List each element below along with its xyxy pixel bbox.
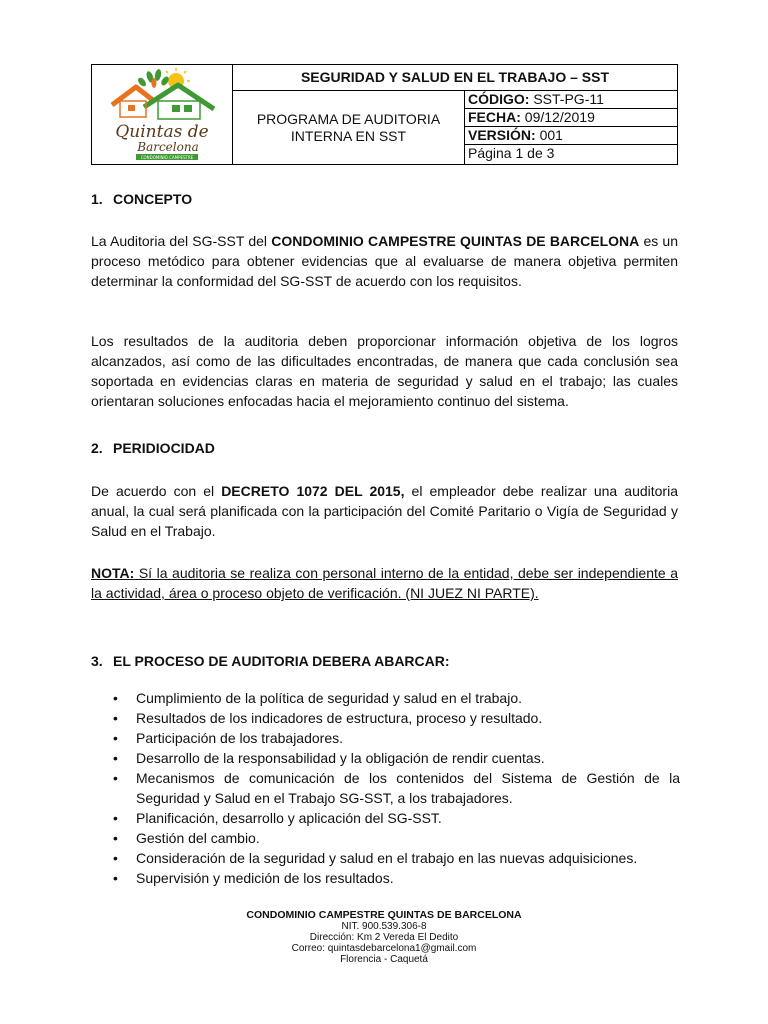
footer-address: Dirección: Km 2 Vereda El Dedito (309, 932, 459, 943)
section-1-paragraph-2: Los resultados de la auditoria deben proporcionar información objetiva de los logros alcanzados, así como de las dificultades encontradas, de manera que cada conclusión sea soportada en evidencias claras en materia de seguridad y salud en el trabajo; las cuales orientaran soluciones enfocadas hacia el mejoramiento continuo del sistema. (91, 333, 678, 409)
list-item: • Resultados de los indicadores de estructura, proceso y resultado. (110, 708, 680, 728)
footer-nit: NIT. 900.539.306-8 (341, 921, 427, 932)
document-meta (465, 91, 677, 164)
page-number: Página 1 de 3 (468, 145, 555, 161)
date-row: FECHA: 09/12/2019 (465, 109, 677, 127)
logo-cell (92, 65, 233, 164)
note-paragraph: NOTA: Sí la auditoria se realiza con personal interno de la entidad, debe ser independiente a la actividad, área o proceso objeto de verificación. (NI JUEZ NI PARTE). (91, 565, 678, 601)
page-footer (0, 910, 768, 965)
section-2-paragraph: De acuerdo con el DECRETO 1072 DEL 2015, el empleador debe realizar una auditoria anual, la cual será planificada con la participación del Comité Paritario o Vigía de Seguridad y Salud en el Trabajo. (91, 483, 678, 539)
list-item: • Cumplimiento de la política de seguridad y salud en el trabajo. (110, 688, 680, 708)
audit-scope-list (110, 688, 680, 888)
section-2-heading: 2. PERIDIOCIDAD (91, 440, 215, 456)
quintas-logo (92, 65, 231, 164)
list-item: • Desarrollo de la responsabilidad y la obligación de rendir cuentas. (110, 748, 680, 768)
code-row: CÓDIGO: SST-PG-11 (465, 91, 677, 109)
program-line-1: PROGRAMA DE AUDITORIA (256, 110, 441, 127)
svg-text:CONDOMINIO CAMPESTRE: CONDOMINIO CAMPESTRE (140, 155, 194, 160)
list-item: • Planificación, desarrollo y aplicación del SG-SST. (110, 808, 680, 828)
svg-text:Barcelona: Barcelona (137, 140, 199, 154)
list-item: • Gestión del cambio. (110, 828, 680, 848)
program-name (233, 91, 465, 164)
section-1-paragraph-1: La Auditoria del SG-SST del CONDOMINIO CAMPESTRE QUINTAS DE BARCELONA es un proceso metódico para obtener evidencias que al evaluarse de manera objetiva permiten determinar la conformidad del SG-SST de acuerdo con los requisitos. (91, 233, 678, 289)
version-row: VERSIÓN: 001 (465, 127, 677, 145)
list-item: • Supervisión y medición de los resultados. (110, 868, 680, 888)
document-header-table (91, 64, 678, 165)
footer-email: Correo: quintasdebarcelona1@gmail.com (291, 943, 477, 954)
list-item: • Participación de los trabajadores. (110, 728, 680, 748)
list-item: • Mecanismos de comunicación de los contenidos del Sistema de Gestión de la Seguridad y Salud en el Trabajo SG-SST, a los trabajadores. (110, 768, 680, 808)
footer-city: Florencia - Caquetá (340, 954, 428, 965)
program-line-2: INTERNA EN SST (290, 127, 407, 144)
document-title: SEGURIDAD Y SALUD EN EL TRABAJO – SST (233, 65, 677, 91)
footer-company: CONDOMINIO CAMPESTRE QUINTAS DE BARCELONA (246, 909, 522, 921)
section-3-heading: 3. EL PROCESO DE AUDITORIA DEBERA ABARCAR: (91, 653, 450, 669)
svg-text:Quintas de: Quintas de (115, 122, 209, 142)
list-item: • Consideración de la seguridad y salud en el trabajo en las nuevas adquisiciones. (110, 848, 680, 868)
section-1-heading: 1. CONCEPTO (91, 191, 193, 207)
